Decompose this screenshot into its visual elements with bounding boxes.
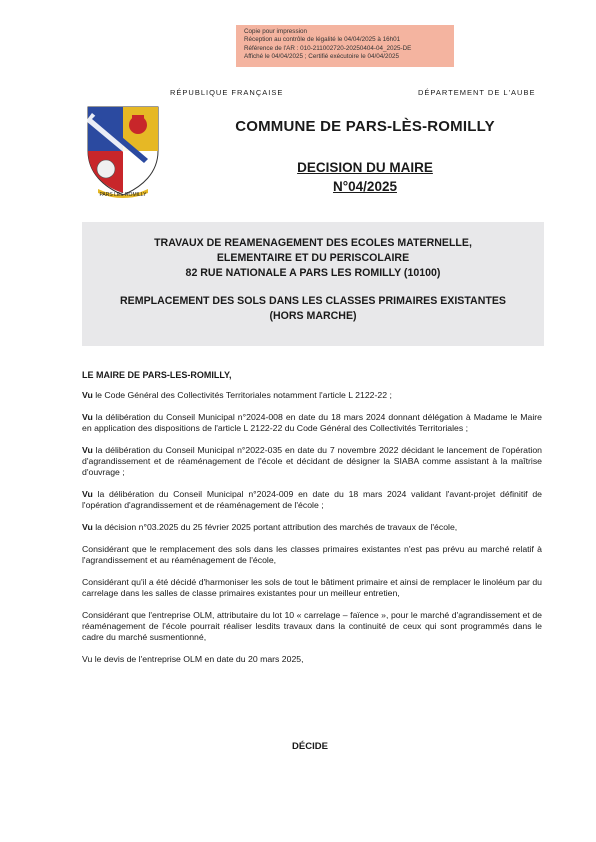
decision-number: N°04/2025 bbox=[333, 179, 397, 194]
crest-motto: PARS LES ROMILLY bbox=[99, 192, 147, 198]
decision-body bbox=[82, 370, 542, 676]
vu-word: Vu bbox=[82, 522, 93, 532]
subject-box bbox=[82, 222, 544, 346]
vu-paragraph bbox=[82, 489, 542, 511]
vu-word: Vu bbox=[82, 445, 93, 455]
considerant-paragraph: Considérant qu'il a été décidé d'harmoniser les sols de tout le bâtiment primaire et ainsi de remplacer le linoléum par du carrelage dans les salles de classe primaires existantes pour un meilleur entretien, bbox=[82, 577, 542, 598]
subject-line: (HORS MARCHE) bbox=[269, 310, 357, 322]
vu-word: Vu bbox=[82, 489, 93, 499]
considerant-paragraph: Considérant que l'entreprise OLM, attributaire du lot 10 « carrelage – faïence », pour le marché d'agrandissement et de réaménagement de l'école pourrait réaliser lesdits travaux dans la continuité de ceux qui sont programmés dans le cadre du marché susmentionné, bbox=[82, 610, 542, 642]
vu-paragraph bbox=[82, 390, 542, 401]
vu-word: Vu bbox=[82, 390, 93, 400]
subject-line: ELEMENTAIRE ET DU PERISCOLAIRE bbox=[216, 252, 410, 264]
subject-line: TRAVAUX DE REAMENAGEMENT DES ECOLES MATERNELLE, bbox=[154, 237, 472, 249]
stamp-line: Affiché le 04/04/2025 ; Certifié exécutoire le 04/04/2025 bbox=[244, 53, 399, 61]
legality-stamp bbox=[236, 25, 454, 67]
stamp-line: Référence de l'AR : 010-211002720-20250404-04_2025-DE bbox=[244, 44, 412, 52]
decision-heading bbox=[200, 158, 530, 196]
vu-text: la décision n°03.2025 du 25 février 2025 portant attribution des marchés de travaux de l'école, bbox=[92, 522, 458, 532]
vu-devis-paragraph: Vu le devis de l'entreprise OLM en date du 20 mars 2025, bbox=[82, 654, 304, 664]
vu-text: le Code Général des Collectivités Territoriales notamment l'article L 2122-22 ; bbox=[92, 390, 392, 400]
stamp-line: Réception au contrôle de légalité le 04/04/2025 à 16h01 bbox=[244, 36, 401, 44]
republique-header: RÉPUBLIQUE FRANÇAISE bbox=[170, 88, 284, 97]
vu-word: Vu bbox=[82, 412, 93, 422]
decision-title: DECISION DU MAIRE bbox=[297, 160, 433, 175]
commune-title: COMMUNE DE PARS-LÈS-ROMILLY bbox=[235, 118, 495, 135]
decide-heading: DÉCIDE bbox=[292, 741, 328, 752]
maire-heading: LE MAIRE DE PARS-LES-ROMILLY, bbox=[82, 370, 232, 380]
vu-paragraph bbox=[82, 445, 542, 478]
stamp-line: Copie pour impression bbox=[244, 28, 307, 35]
vu-text: la délibération du Conseil Municipal n°2022-035 en date du 7 novembre 2022 décidant le lancement de l'opération d'agrandissement et de réaménagement de l'école et décidant de désigner la SIABA comme assistant à la maîtrise d'ouvrage ; bbox=[82, 445, 542, 477]
vu-paragraph bbox=[82, 522, 542, 533]
subject-line: 82 RUE NATIONALE A PARS LES ROMILLY (10100) bbox=[185, 267, 441, 279]
vu-text: la délibération du Conseil Municipal n°2024-008 en date du 18 mars 2024 donnant délégation à Madame le Maire en application des dispositions de l'article L 2122-22 du Code Général des Collectivités Territoriales ; bbox=[82, 412, 542, 433]
subject-line: REMPLACEMENT DES SOLS DANS LES CLASSES PRIMAIRES EXISTANTES bbox=[120, 295, 506, 307]
coat-of-arms-icon bbox=[82, 103, 164, 199]
departement-header: DÉPARTEMENT DE L'AUBE bbox=[418, 88, 536, 97]
considerant-paragraph: Considérant que le remplacement des sols dans les classes primaires existantes n'est pas prévu au marché relatif à l'agrandissement et au réaménagement de l'école, bbox=[82, 544, 542, 565]
vu-paragraph bbox=[82, 412, 542, 434]
vu-text: la délibération du Conseil Municipal n°2024-009 en date du 18 mars 2024 validant l'avant-projet définitif de l'opération d'agrandissement et de réaménagement de l'école ; bbox=[82, 489, 542, 510]
